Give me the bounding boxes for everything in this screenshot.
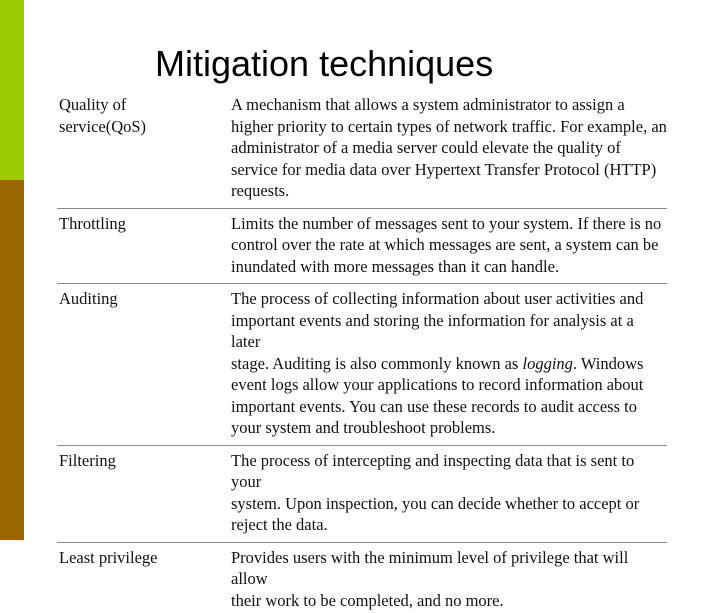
- slide-title: Mitigation techniques: [155, 40, 493, 88]
- description-line: important events and storing the information for analysis at a later: [231, 310, 667, 353]
- description-cell: [231, 288, 667, 441]
- term-cell: [57, 547, 231, 569]
- table-row-qos: [57, 94, 667, 204]
- description-line: control over the rate at which messages are sent, a system can be: [231, 234, 667, 256]
- description-line: administrator of a media server could elevate the quality of: [231, 137, 667, 159]
- term-cell: [57, 213, 231, 235]
- table-row-auditing: [57, 283, 667, 441]
- description-text-segment: . Windows: [573, 354, 644, 373]
- term-text: Least privilege: [59, 547, 231, 569]
- term-cell: [57, 288, 231, 310]
- description-text-segment: stage. Auditing is also commonly known as: [231, 354, 522, 373]
- description-line: event logs allow your applications to record information about: [231, 374, 667, 396]
- description-line: your system and troubleshoot problems.: [231, 417, 667, 439]
- term-cell: [57, 94, 231, 137]
- description-cell: [231, 94, 667, 204]
- term-text: Quality of service(QoS): [59, 94, 139, 137]
- description-line: their work to be completed, and no more.: [231, 590, 667, 612]
- accent-bar-green: [0, 0, 24, 180]
- mitigation-table: [57, 94, 667, 613]
- description-line: important events. You can use these records to audit access to: [231, 396, 667, 418]
- description-line: The process of intercepting and inspecting data that is sent to your: [231, 450, 667, 493]
- description-line: requests.: [231, 180, 667, 202]
- description-line: higher priority to certain types of network traffic. For example, an: [231, 116, 667, 138]
- description-line: Limits the number of messages sent to your system. If there is no: [231, 213, 667, 235]
- term-text: Auditing: [59, 288, 231, 310]
- description-line: Provides users with the minimum level of privilege that will allow: [231, 547, 667, 590]
- accent-bar-brown: [0, 180, 24, 540]
- description-line: service for media data over Hypertext Transfer Protocol (HTTP): [231, 159, 667, 181]
- description-cell: [231, 213, 667, 280]
- description-cell: [231, 450, 667, 538]
- term-text: Throttling: [59, 213, 231, 235]
- description-cell: [231, 547, 667, 613]
- description-line: A mechanism that allows a system administrator to assign a: [231, 94, 667, 116]
- description-line: The process of collecting information about user activities and: [231, 288, 667, 310]
- table-row-least-privilege: [57, 542, 667, 613]
- term-cell: [57, 450, 231, 472]
- table-row-throttling: [57, 208, 667, 280]
- table-row-filtering: [57, 445, 667, 538]
- description-line: reject the data.: [231, 514, 667, 536]
- description-line: [231, 353, 667, 375]
- description-line: inundated with more messages than it can handle.: [231, 256, 667, 278]
- term-text: Filtering: [59, 450, 231, 472]
- description-line: system. Upon inspection, you can decide whether to accept or: [231, 493, 667, 515]
- description-italic-term: logging: [522, 354, 572, 373]
